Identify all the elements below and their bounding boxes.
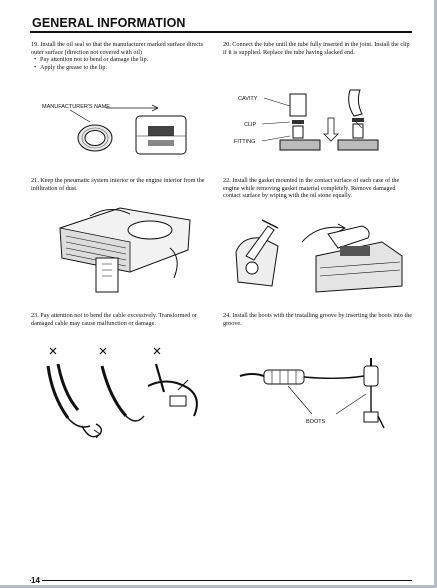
wrong-mark-icons: [50, 348, 160, 354]
section-number: 23.: [31, 312, 39, 319]
boots-illustration: [238, 354, 408, 438]
section-text: Install the boots with the installing groove by inserting the boots into the groove.: [223, 312, 413, 327]
label-clip: CLIP: [244, 122, 257, 128]
section-number: 22.: [223, 177, 231, 184]
section-number: 21.: [31, 177, 39, 184]
label-boots: BOOTS: [306, 419, 326, 425]
section-text: Keep the pneumatic system interior or the engine interior from the infiltration of dust.: [31, 177, 205, 192]
section-number: 24.: [223, 312, 231, 319]
section-text: Pay attention not to bend the cable excessively. Transformed or damaged cable may cause malfunction or damage.: [31, 312, 197, 327]
section-20: [223, 41, 413, 56]
section-number: 20.: [223, 41, 231, 48]
section-24: [223, 312, 413, 327]
label-manufacturers-name: MANUFACTURER'S NAME: [42, 104, 110, 110]
bullet-list: [31, 56, 211, 71]
engine-cover-illustration: [50, 198, 200, 298]
section-text: Connect the tube until the tube fully inserted in the joint. Install the clip if it is supplied. Replace the tube having slacked end.: [223, 41, 410, 56]
label-cavity: CAVITY: [238, 96, 258, 102]
tube-clip-illustration: [232, 84, 412, 158]
gasket-illustration: [232, 212, 412, 296]
page-title: GENERAL INFORMATION: [32, 16, 186, 30]
section-21: [31, 177, 211, 192]
footer-rule: [30, 580, 412, 581]
section-22: [223, 177, 413, 200]
cable-illustration: [38, 346, 213, 446]
section-text: Install the gasket mounted in the contact surface of each case of the engine while removing gasket material completely. Remove damaged contact surface by wiping with the oil stone equally.: [223, 177, 400, 200]
bullet-item: • Apply the grease to the lip.: [40, 64, 211, 72]
title-rule: [30, 31, 412, 33]
section-19: [31, 41, 211, 71]
label-fitting: FITTING: [234, 139, 256, 145]
section-text: Install the oil seal so that the manufacturer marked surface directs outer surface (direction not covered with oil): [31, 41, 204, 56]
page-number: 14: [31, 576, 40, 585]
oil-seal-illustration: [40, 98, 210, 160]
section-number: 19.: [31, 41, 39, 48]
bullet-item: • Pay attention not to bend or damage the lip.: [40, 56, 211, 64]
section-23: [31, 312, 211, 327]
